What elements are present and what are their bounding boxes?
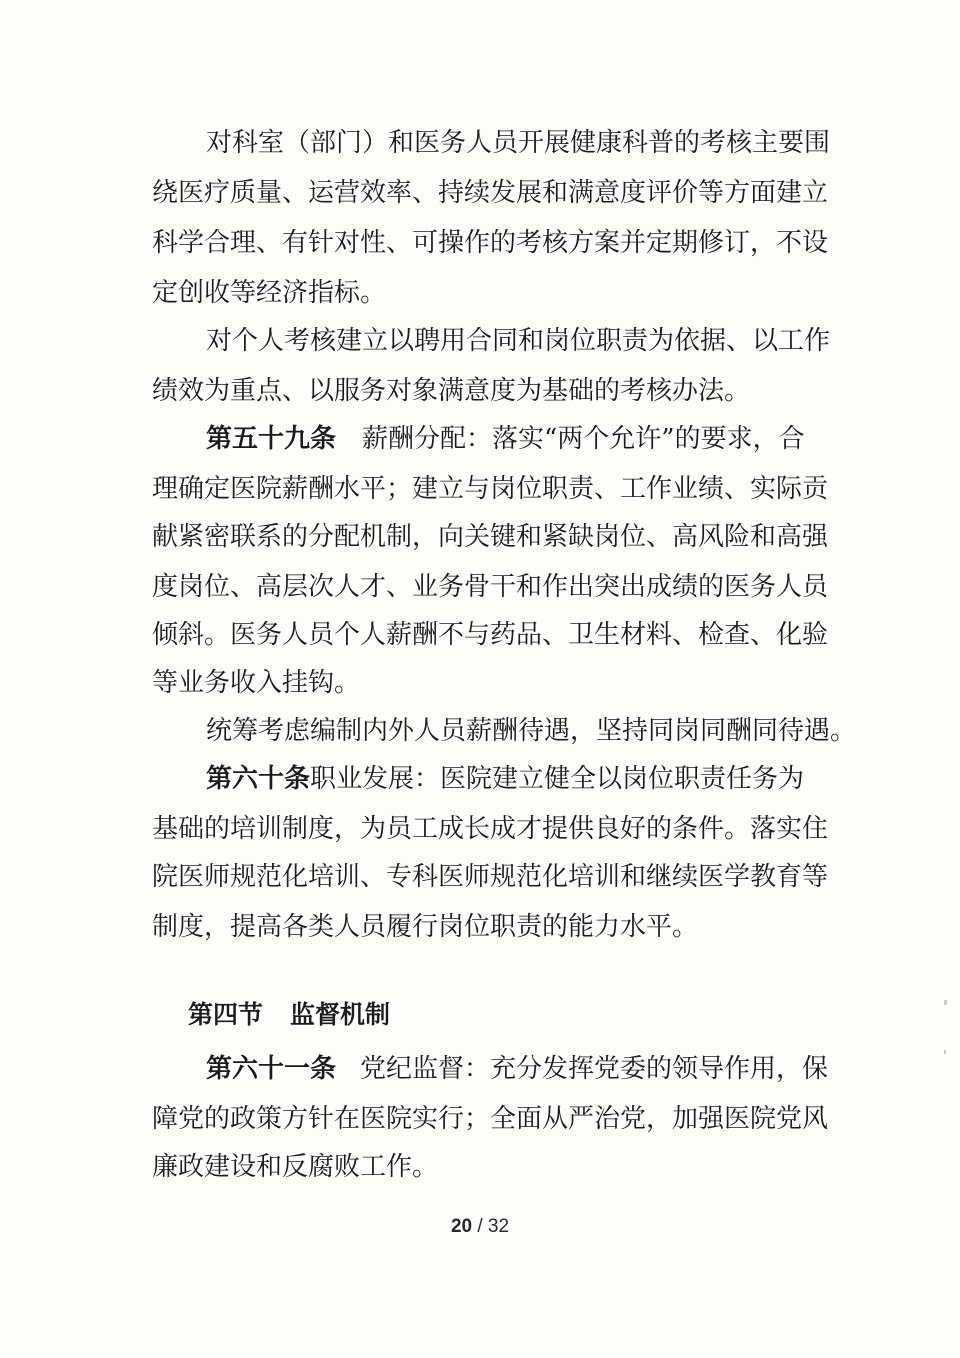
- paragraph-line: 理确定医院薪酬水平；建立与岗位职责、工作业绩、实际贡: [152, 474, 829, 504]
- scan-artifact: [944, 1000, 947, 1005]
- scan-artifact: [944, 1050, 946, 1054]
- paragraph-line: 薪酬分配：落实“两个允许”的要求，合: [362, 424, 805, 454]
- paragraph-line: 定创收等经济指标。: [152, 278, 387, 308]
- paragraph-line: 等业务收入挂钩。: [152, 668, 361, 698]
- section-title: 监督机制: [290, 1000, 391, 1029]
- paragraph-line: 绩效为重点、以服务对象满意度为基础的考核办法。: [152, 376, 751, 406]
- article-heading: 第六十条: [206, 764, 311, 794]
- paragraph-line: 廉政建设和反腐败工作。: [152, 1152, 439, 1182]
- paragraph-line: 基础的培训制度，为员工成长成才提供良好的条件。落实住: [152, 814, 829, 844]
- paragraph-line: 度岗位、高层次人才、业务骨干和作出突出成绩的医务人员: [152, 572, 829, 602]
- total-pages: 32: [487, 1216, 510, 1237]
- section-number: 第四节: [188, 1000, 264, 1029]
- paragraph-line: 对科室（部门）和医务人员开展健康科普的考核主要围: [206, 128, 831, 158]
- current-page-number: 20: [450, 1216, 473, 1237]
- page-separator: /: [477, 1216, 483, 1237]
- paragraph-line: 职业发展：医院建立健全以岗位职责任务为: [310, 764, 805, 794]
- paragraph-line: 统筹考虑编制内外人员薪酬待遇，坚持同岗同酬同待遇。: [206, 716, 857, 746]
- paragraph-line: 倾斜。医务人员个人薪酬不与药品、卫生材料、检查、化验: [152, 620, 829, 650]
- paragraph-line: 制度，提高各类人员履行岗位职责的能力水平。: [152, 912, 699, 942]
- paragraph-line: 绕医疗质量、运营效率、持续发展和满意度评价等方面建立: [152, 178, 829, 208]
- paragraph-line: 党纪监督：充分发挥党委的领导作用，保: [360, 1054, 829, 1084]
- page-number: [0, 1216, 960, 1238]
- paragraph-line: 障党的政策方针在医院实行；全面从严治党，加强医院党风: [152, 1104, 829, 1134]
- article-heading: 第五十九条: [206, 424, 337, 454]
- paragraph-line: 对个人考核建立以聘用合同和岗位职责为依据、以工作: [206, 326, 831, 356]
- paragraph-line: 科学合理、有针对性、可操作的考核方案并定期修订，不设: [152, 228, 829, 258]
- paragraph-line: 院医师规范化培训、专科医师规范化培训和继续医学教育等: [152, 862, 829, 892]
- paragraph-line: 献紧密联系的分配机制，向关键和紧缺岗位、高风险和高强: [152, 522, 829, 552]
- article-heading: 第六十一条: [206, 1054, 337, 1084]
